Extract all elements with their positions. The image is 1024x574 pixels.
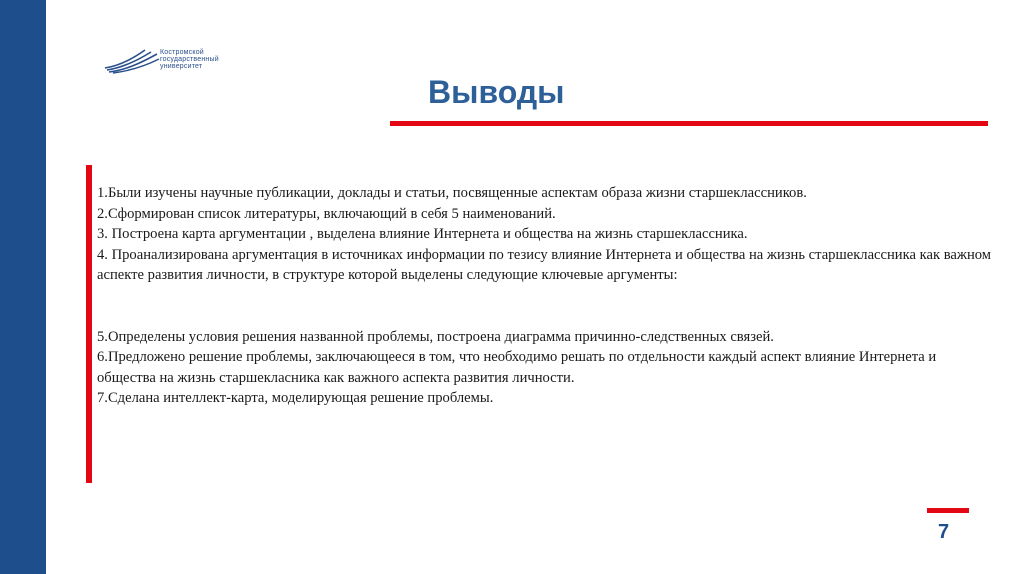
list-item: 3. Построена карта аргументации , выделена влияние Интернета и общества на жизнь старшеклассника. bbox=[97, 226, 748, 242]
list-item: 1.Были изучены научные публикации, доклады и статьи, посвященные аспектам образа жизни старшеклассников. bbox=[97, 185, 807, 201]
title-underline bbox=[390, 121, 988, 126]
spacer bbox=[97, 286, 997, 327]
list-item: 2.Сформирован список литературы, включающий в себя 5 наименований. bbox=[97, 205, 556, 222]
list-item: 7.Сделана интеллект-карта, моделирующая решение проблемы. bbox=[97, 390, 494, 406]
page-number-accent bbox=[927, 508, 969, 513]
logo-line: государственный bbox=[160, 56, 219, 63]
list-item: 4. Проанализирована аргументация в источниках информации по тезису влияние Интернета и общества на жизнь старшеклассника как важном аспекте развития личности, в структуре которой выделены следующие ключевые аргументы: bbox=[97, 246, 992, 283]
slide-title: Выводы bbox=[428, 74, 565, 110]
university-logo bbox=[103, 46, 278, 76]
logo-line: Костромской bbox=[160, 49, 204, 56]
list-item: 5.Определены условия решения названной проблемы, построена диаграмма причинно-следственных связей. bbox=[97, 328, 774, 345]
page-number: 7 bbox=[938, 521, 950, 543]
conclusions-list bbox=[97, 183, 997, 409]
list-item: 6.Предложено решение проблемы, заключающееся в том, что необходимо решать по отдельности каждый аспект влияние Интернета и общества на жизнь старшекласника как важного аспекта развития личности. bbox=[97, 349, 937, 386]
logo-text bbox=[160, 49, 219, 70]
logo-mark-icon bbox=[103, 46, 163, 76]
content-accent-bar bbox=[86, 165, 92, 483]
logo-line: университет bbox=[160, 63, 203, 70]
left-sidebar-bar bbox=[0, 0, 46, 574]
